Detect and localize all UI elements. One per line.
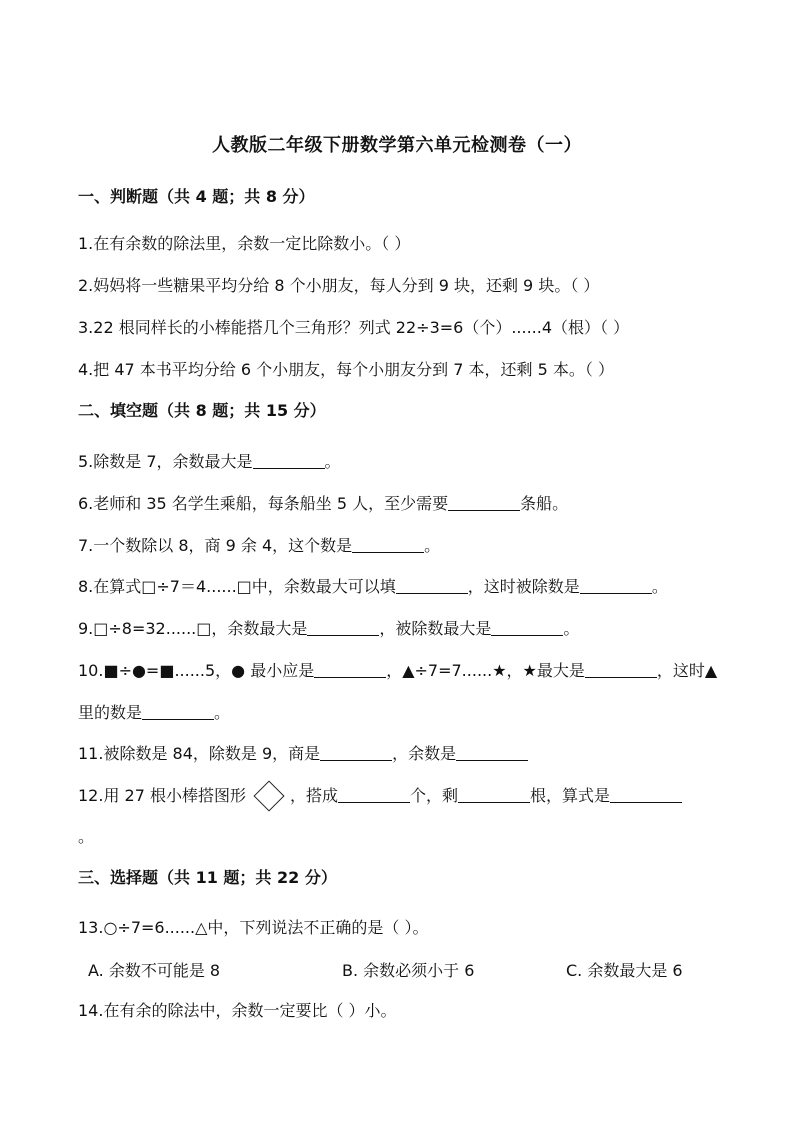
question-9-suffix: 。 [563, 619, 580, 638]
section-heading-fill-blank: 二、填空题（共 8 题；共 15 分） [78, 401, 326, 420]
question-5 [78, 451, 724, 473]
question-8-suffix: 。 [651, 577, 668, 596]
question-6-text: 6.老师和 35 名学生乘船，每条船坐 5 人，至少需要 [78, 494, 449, 513]
question-11-mid: ，余数是 [392, 744, 457, 763]
page-title: 人教版二年级下册数学第六单元检测卷（一） [212, 135, 582, 156]
question-10-mid: ，▲÷7=7......★，★最大是 [386, 661, 585, 680]
question-8-mid: ，这时被除数是 [467, 577, 580, 596]
question-14: 14.在有余的除法中，余数一定要比（ ）小。 [78, 1001, 397, 1020]
question-11 [78, 743, 724, 765]
question-10-tail: ，这时▲ [656, 661, 718, 680]
question-4: 4.把 47 本书平均分给 6 个小朋友，每个小朋友分到 7 本，还剩 5 本。（ ） [78, 360, 614, 379]
question-9-text: 9.□÷8=32......□，余数最大是 [78, 619, 308, 638]
question-12-mid-1: ，搭成 [289, 786, 338, 805]
answer-blank[interactable] [456, 744, 528, 761]
answer-blank[interactable] [448, 494, 520, 511]
question-5-text: 5.除数是 7，余数最大是 [78, 452, 253, 471]
question-12-continued [78, 826, 724, 848]
answer-blank[interactable] [320, 744, 392, 761]
question-6 [78, 493, 724, 515]
question-10-text: 10.■÷●=■......5，● 最小应是 [78, 661, 315, 680]
answer-blank[interactable] [458, 786, 530, 803]
question-7 [78, 535, 724, 557]
question-12-suffix: 。 [78, 827, 95, 846]
option-a[interactable]: A. 余数不可能是 8 [88, 961, 221, 980]
question-12-text: 12.用 27 根小棒搭图形 [78, 786, 246, 805]
question-7-suffix: 。 [424, 536, 441, 555]
question-6-suffix: 条船。 [520, 494, 569, 513]
answer-blank[interactable] [314, 661, 386, 678]
answer-blank[interactable] [491, 619, 563, 636]
question-10-text-2: 里的数是 [78, 703, 143, 722]
answer-blank[interactable] [585, 661, 657, 678]
question-10-continued [78, 702, 724, 724]
question-1: 1.在有余数的除法里，余数一定比除数小。（ ） [78, 234, 411, 253]
question-11-text: 11.被除数是 84，除数是 9，商是 [78, 744, 321, 763]
question-8 [78, 576, 724, 598]
question-3: 3.22 根同样长的小棒能搭几个三角形？列式 22÷3=6（个）......4（根）（ ） [78, 318, 630, 337]
section-heading-choice: 三、选择题（共 11 题；共 22 分） [78, 868, 337, 887]
option-c[interactable]: C. 余数最大是 6 [566, 961, 683, 980]
answer-blank[interactable] [352, 536, 424, 553]
question-12-mid-2: 个，剩 [410, 786, 459, 805]
question-5-suffix: 。 [324, 452, 341, 471]
question-10-suffix: 。 [214, 703, 231, 722]
question-13: 13.○÷7=6......△中，下列说法不正确的是（ ）。 [78, 918, 429, 937]
question-12 [78, 785, 724, 807]
answer-blank[interactable] [142, 703, 214, 720]
question-9-mid: ，被除数最大是 [379, 619, 492, 638]
option-b[interactable]: B. 余数必须小于 6 [342, 961, 475, 980]
answer-blank[interactable] [396, 577, 468, 594]
question-12-mid-3: 根，算式是 [530, 786, 611, 805]
answer-blank[interactable] [610, 786, 682, 803]
question-9 [78, 618, 724, 640]
question-2: 2.妈妈将一些糖果平均分给 8 个小朋友，每人分到 9 块，还剩 9 块。（ ） [78, 276, 600, 295]
section-heading-judgement: 一、判断题（共 4 题；共 8 分） [78, 187, 315, 206]
answer-blank[interactable] [338, 786, 410, 803]
question-8-text: 8.在算式□÷7＝4......□中，余数最大可以填 [78, 577, 396, 596]
diamond-shape-icon [253, 780, 284, 811]
answer-blank[interactable] [307, 619, 379, 636]
question-7-text: 7.一个数除以 8，商 9 余 4，这个数是 [78, 536, 353, 555]
answer-blank[interactable] [253, 452, 325, 469]
answer-blank[interactable] [580, 577, 652, 594]
question-10 [78, 660, 724, 682]
